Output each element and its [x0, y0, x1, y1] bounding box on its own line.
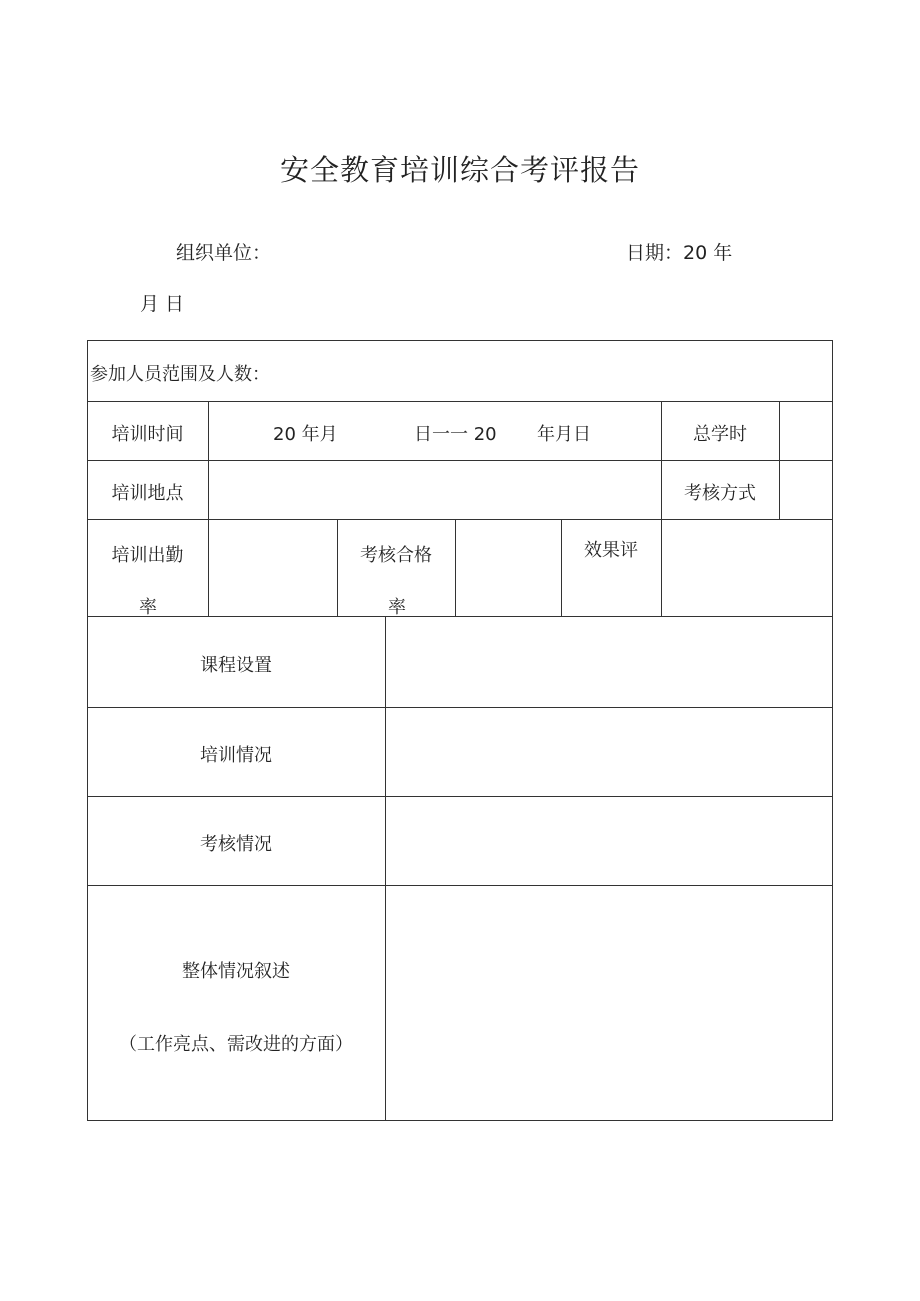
attendance-rate-label: 培训出勤	[111, 545, 184, 566]
assessment-method-label: 考核方式	[684, 483, 756, 504]
training-location-label: 培训地点	[111, 483, 184, 504]
training-time-label: 培训时间	[111, 424, 184, 445]
date-continued: 月 日	[140, 293, 185, 315]
attendance-rate-label-2: 率	[139, 597, 157, 618]
date-label: 日期：20 年	[626, 242, 733, 264]
training-time-start: 20 年月	[273, 424, 338, 445]
page-title: 安全教育培训综合考评报告	[279, 153, 640, 187]
training-status-label: 培训情况	[200, 745, 272, 766]
training-time-end: 年月日	[537, 424, 591, 445]
effect-evaluation-label: 效果评	[584, 540, 638, 561]
pass-rate-label-2: 率	[388, 597, 406, 618]
assessment-status-label: 考核情况	[200, 834, 272, 855]
overall-description-label: 整体情况叙述	[182, 961, 290, 982]
org-label: 组织单位：	[176, 242, 272, 264]
training-time-range: 日一一 20	[414, 424, 497, 445]
course-setting-label: 课程设置	[200, 655, 272, 676]
total-hours-label: 总学时	[693, 424, 747, 445]
pass-rate-label: 考核合格	[360, 545, 432, 566]
overall-description-subtitle: （工作亮点、需改进的方面）	[119, 1034, 353, 1055]
participants-label: 参加人员范围及人数：	[90, 364, 270, 385]
